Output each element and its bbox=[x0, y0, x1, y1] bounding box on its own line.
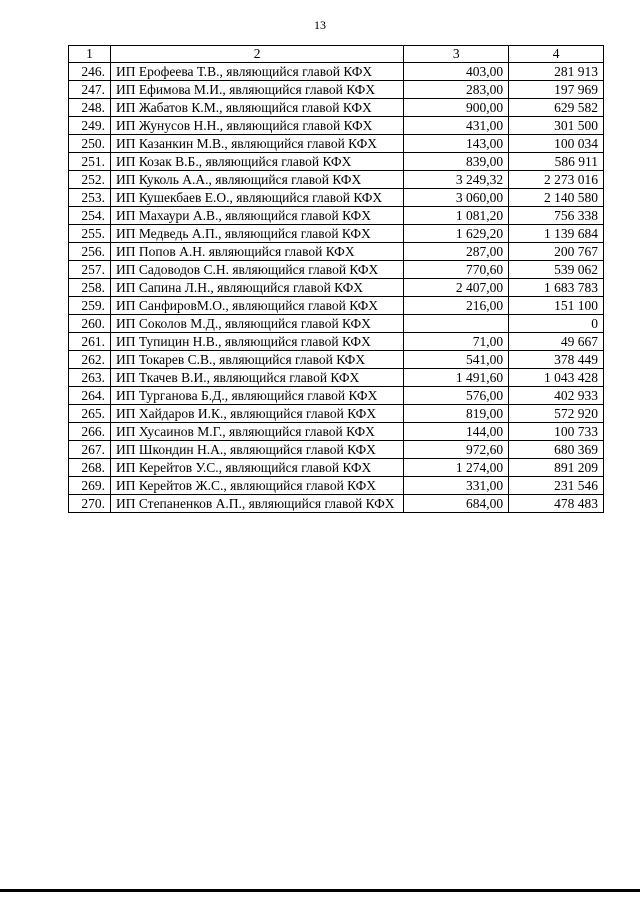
amount-value: 402 933 bbox=[509, 387, 604, 405]
area-value: 3 060,00 bbox=[404, 189, 509, 207]
area-value: 403,00 bbox=[404, 63, 509, 81]
area-value: 283,00 bbox=[404, 81, 509, 99]
amount-value: 200 767 bbox=[509, 243, 604, 261]
recipient-name: ИП Ерофеева Т.В., являющийся главой КФХ bbox=[110, 63, 403, 81]
row-number: 265. bbox=[69, 405, 111, 423]
row-number: 249. bbox=[69, 117, 111, 135]
table-row bbox=[69, 315, 604, 333]
area-value: 287,00 bbox=[404, 243, 509, 261]
row-number: 264. bbox=[69, 387, 111, 405]
page-number: 13 bbox=[314, 18, 326, 32]
table-row bbox=[69, 297, 604, 315]
table-row bbox=[69, 459, 604, 477]
amount-value: 680 369 bbox=[509, 441, 604, 459]
area-value: 576,00 bbox=[404, 387, 509, 405]
amount-value: 629 582 bbox=[509, 99, 604, 117]
bottom-rule bbox=[0, 889, 640, 892]
amount-value: 378 449 bbox=[509, 351, 604, 369]
table-row bbox=[69, 153, 604, 171]
amount-value: 891 209 bbox=[509, 459, 604, 477]
recipient-name: ИП Козак В.Б., являющийся главой КФХ bbox=[110, 153, 403, 171]
table-row bbox=[69, 279, 604, 297]
row-number: 253. bbox=[69, 189, 111, 207]
recipient-name: ИП СанфировМ.О., являющийся главой КФХ bbox=[110, 297, 403, 315]
table-row bbox=[69, 243, 604, 261]
area-value: 431,00 bbox=[404, 117, 509, 135]
recipient-name: ИП Жунусов Н.Н., являющийся главой КФХ bbox=[110, 117, 403, 135]
recipient-name: ИП Куколь А.А., являющийся главой КФХ bbox=[110, 171, 403, 189]
row-number: 251. bbox=[69, 153, 111, 171]
table-row bbox=[69, 63, 604, 81]
table-header-row bbox=[69, 46, 604, 63]
amount-value: 301 500 bbox=[509, 117, 604, 135]
row-number: 263. bbox=[69, 369, 111, 387]
amount-value: 1 043 428 bbox=[509, 369, 604, 387]
area-value: 1 629,20 bbox=[404, 225, 509, 243]
amount-value: 1 683 783 bbox=[509, 279, 604, 297]
table-body bbox=[69, 63, 604, 513]
row-number: 247. bbox=[69, 81, 111, 99]
area-value: 972,60 bbox=[404, 441, 509, 459]
row-number: 254. bbox=[69, 207, 111, 225]
recipient-name: ИП Токарев С.В., являющийся главой КФХ bbox=[110, 351, 403, 369]
row-number: 250. bbox=[69, 135, 111, 153]
row-number: 269. bbox=[69, 477, 111, 495]
area-value: 2 407,00 bbox=[404, 279, 509, 297]
recipient-name: ИП Шкондин Н.А., являющийся главой КФХ bbox=[110, 441, 403, 459]
recipient-name: ИП Садоводов С.Н. являющийся главой КФХ bbox=[110, 261, 403, 279]
amount-value: 478 483 bbox=[509, 495, 604, 513]
area-value: 900,00 bbox=[404, 99, 509, 117]
amount-value: 539 062 bbox=[509, 261, 604, 279]
area-value: 839,00 bbox=[404, 153, 509, 171]
row-number: 267. bbox=[69, 441, 111, 459]
column-header-1: 1 bbox=[69, 46, 111, 63]
recipient-name: ИП Хусаинов М.Г., являющийся главой КФХ bbox=[110, 423, 403, 441]
table-row bbox=[69, 495, 604, 513]
amount-value: 231 546 bbox=[509, 477, 604, 495]
recipient-name: ИП Жабатов К.М., являющийся главой КФХ bbox=[110, 99, 403, 117]
table-row bbox=[69, 135, 604, 153]
area-value: 3 249,32 bbox=[404, 171, 509, 189]
column-header-3: 3 bbox=[404, 46, 509, 63]
area-value: 1 274,00 bbox=[404, 459, 509, 477]
recipient-name: ИП Попов А.Н. являющийся главой КФХ bbox=[110, 243, 403, 261]
row-number: 258. bbox=[69, 279, 111, 297]
area-value: 216,00 bbox=[404, 297, 509, 315]
table-row bbox=[69, 117, 604, 135]
table-row bbox=[69, 225, 604, 243]
table-row bbox=[69, 207, 604, 225]
row-number: 266. bbox=[69, 423, 111, 441]
recipient-name: ИП Сапина Л.Н., являющийся главой КФХ bbox=[110, 279, 403, 297]
table-row bbox=[69, 171, 604, 189]
area-value: 144,00 bbox=[404, 423, 509, 441]
recipient-name: ИП Степаненков А.П., являющийся главой КФХ bbox=[110, 495, 403, 513]
table-row bbox=[69, 369, 604, 387]
row-number: 261. bbox=[69, 333, 111, 351]
amount-value: 2 140 580 bbox=[509, 189, 604, 207]
area-value: 819,00 bbox=[404, 405, 509, 423]
amount-value: 756 338 bbox=[509, 207, 604, 225]
area-value: 1 491,60 bbox=[404, 369, 509, 387]
recipient-name: ИП Ефимова М.И., являющийся главой КФХ bbox=[110, 81, 403, 99]
area-value: 331,00 bbox=[404, 477, 509, 495]
recipient-name: ИП Хайдаров И.К., являющийся главой КФХ bbox=[110, 405, 403, 423]
table-row bbox=[69, 441, 604, 459]
amount-value: 281 913 bbox=[509, 63, 604, 81]
table-row bbox=[69, 477, 604, 495]
area-value: 770,60 bbox=[404, 261, 509, 279]
area-value: 1 081,20 bbox=[404, 207, 509, 225]
table-row bbox=[69, 99, 604, 117]
row-number: 259. bbox=[69, 297, 111, 315]
recipient-name: ИП Казанкин М.В., являющийся главой КФХ bbox=[110, 135, 403, 153]
recipient-name: ИП Керейтов У.С., являющийся главой КФХ bbox=[110, 459, 403, 477]
row-number: 246. bbox=[69, 63, 111, 81]
table-row bbox=[69, 405, 604, 423]
table-row bbox=[69, 189, 604, 207]
area-value: 143,00 bbox=[404, 135, 509, 153]
amount-value: 100 034 bbox=[509, 135, 604, 153]
recipient-name: ИП Кушекбаев Е.О., являющийся главой КФХ bbox=[110, 189, 403, 207]
amount-value: 572 920 bbox=[509, 405, 604, 423]
area-value: 71,00 bbox=[404, 333, 509, 351]
area-value: 684,00 bbox=[404, 495, 509, 513]
row-number: 256. bbox=[69, 243, 111, 261]
area-value bbox=[404, 315, 509, 333]
row-number: 260. bbox=[69, 315, 111, 333]
recipient-name: ИП Тупицин Н.В., являющийся главой КФХ bbox=[110, 333, 403, 351]
amount-value: 2 273 016 bbox=[509, 171, 604, 189]
recipients-table bbox=[68, 45, 604, 513]
row-number: 255. bbox=[69, 225, 111, 243]
row-number: 248. bbox=[69, 99, 111, 117]
row-number: 262. bbox=[69, 351, 111, 369]
area-value: 541,00 bbox=[404, 351, 509, 369]
column-header-4: 4 bbox=[509, 46, 604, 63]
amount-value: 197 969 bbox=[509, 81, 604, 99]
table-row bbox=[69, 351, 604, 369]
recipient-name: ИП Соколов М.Д., являющийся главой КФХ bbox=[110, 315, 403, 333]
recipient-name: ИП Махаури А.В., являющийся главой КФХ bbox=[110, 207, 403, 225]
table-row bbox=[69, 261, 604, 279]
recipient-name: ИП Турганова Б.Д., являющийся главой КФХ bbox=[110, 387, 403, 405]
amount-value: 586 911 bbox=[509, 153, 604, 171]
row-number: 270. bbox=[69, 495, 111, 513]
row-number: 252. bbox=[69, 171, 111, 189]
table-row bbox=[69, 387, 604, 405]
amount-value: 100 733 bbox=[509, 423, 604, 441]
row-number: 257. bbox=[69, 261, 111, 279]
recipient-name: ИП Медведь А.П., являющийся главой КФХ bbox=[110, 225, 403, 243]
amount-value: 0 bbox=[509, 315, 604, 333]
amount-value: 49 667 bbox=[509, 333, 604, 351]
table-row bbox=[69, 81, 604, 99]
table-row bbox=[69, 333, 604, 351]
recipient-name: ИП Ткачев В.И., являющийся главой КФХ bbox=[110, 369, 403, 387]
amount-value: 1 139 684 bbox=[509, 225, 604, 243]
recipient-name: ИП Керейтов Ж.С., являющийся главой КФХ bbox=[110, 477, 403, 495]
column-header-2: 2 bbox=[110, 46, 403, 63]
amount-value: 151 100 bbox=[509, 297, 604, 315]
row-number: 268. bbox=[69, 459, 111, 477]
table-row bbox=[69, 423, 604, 441]
